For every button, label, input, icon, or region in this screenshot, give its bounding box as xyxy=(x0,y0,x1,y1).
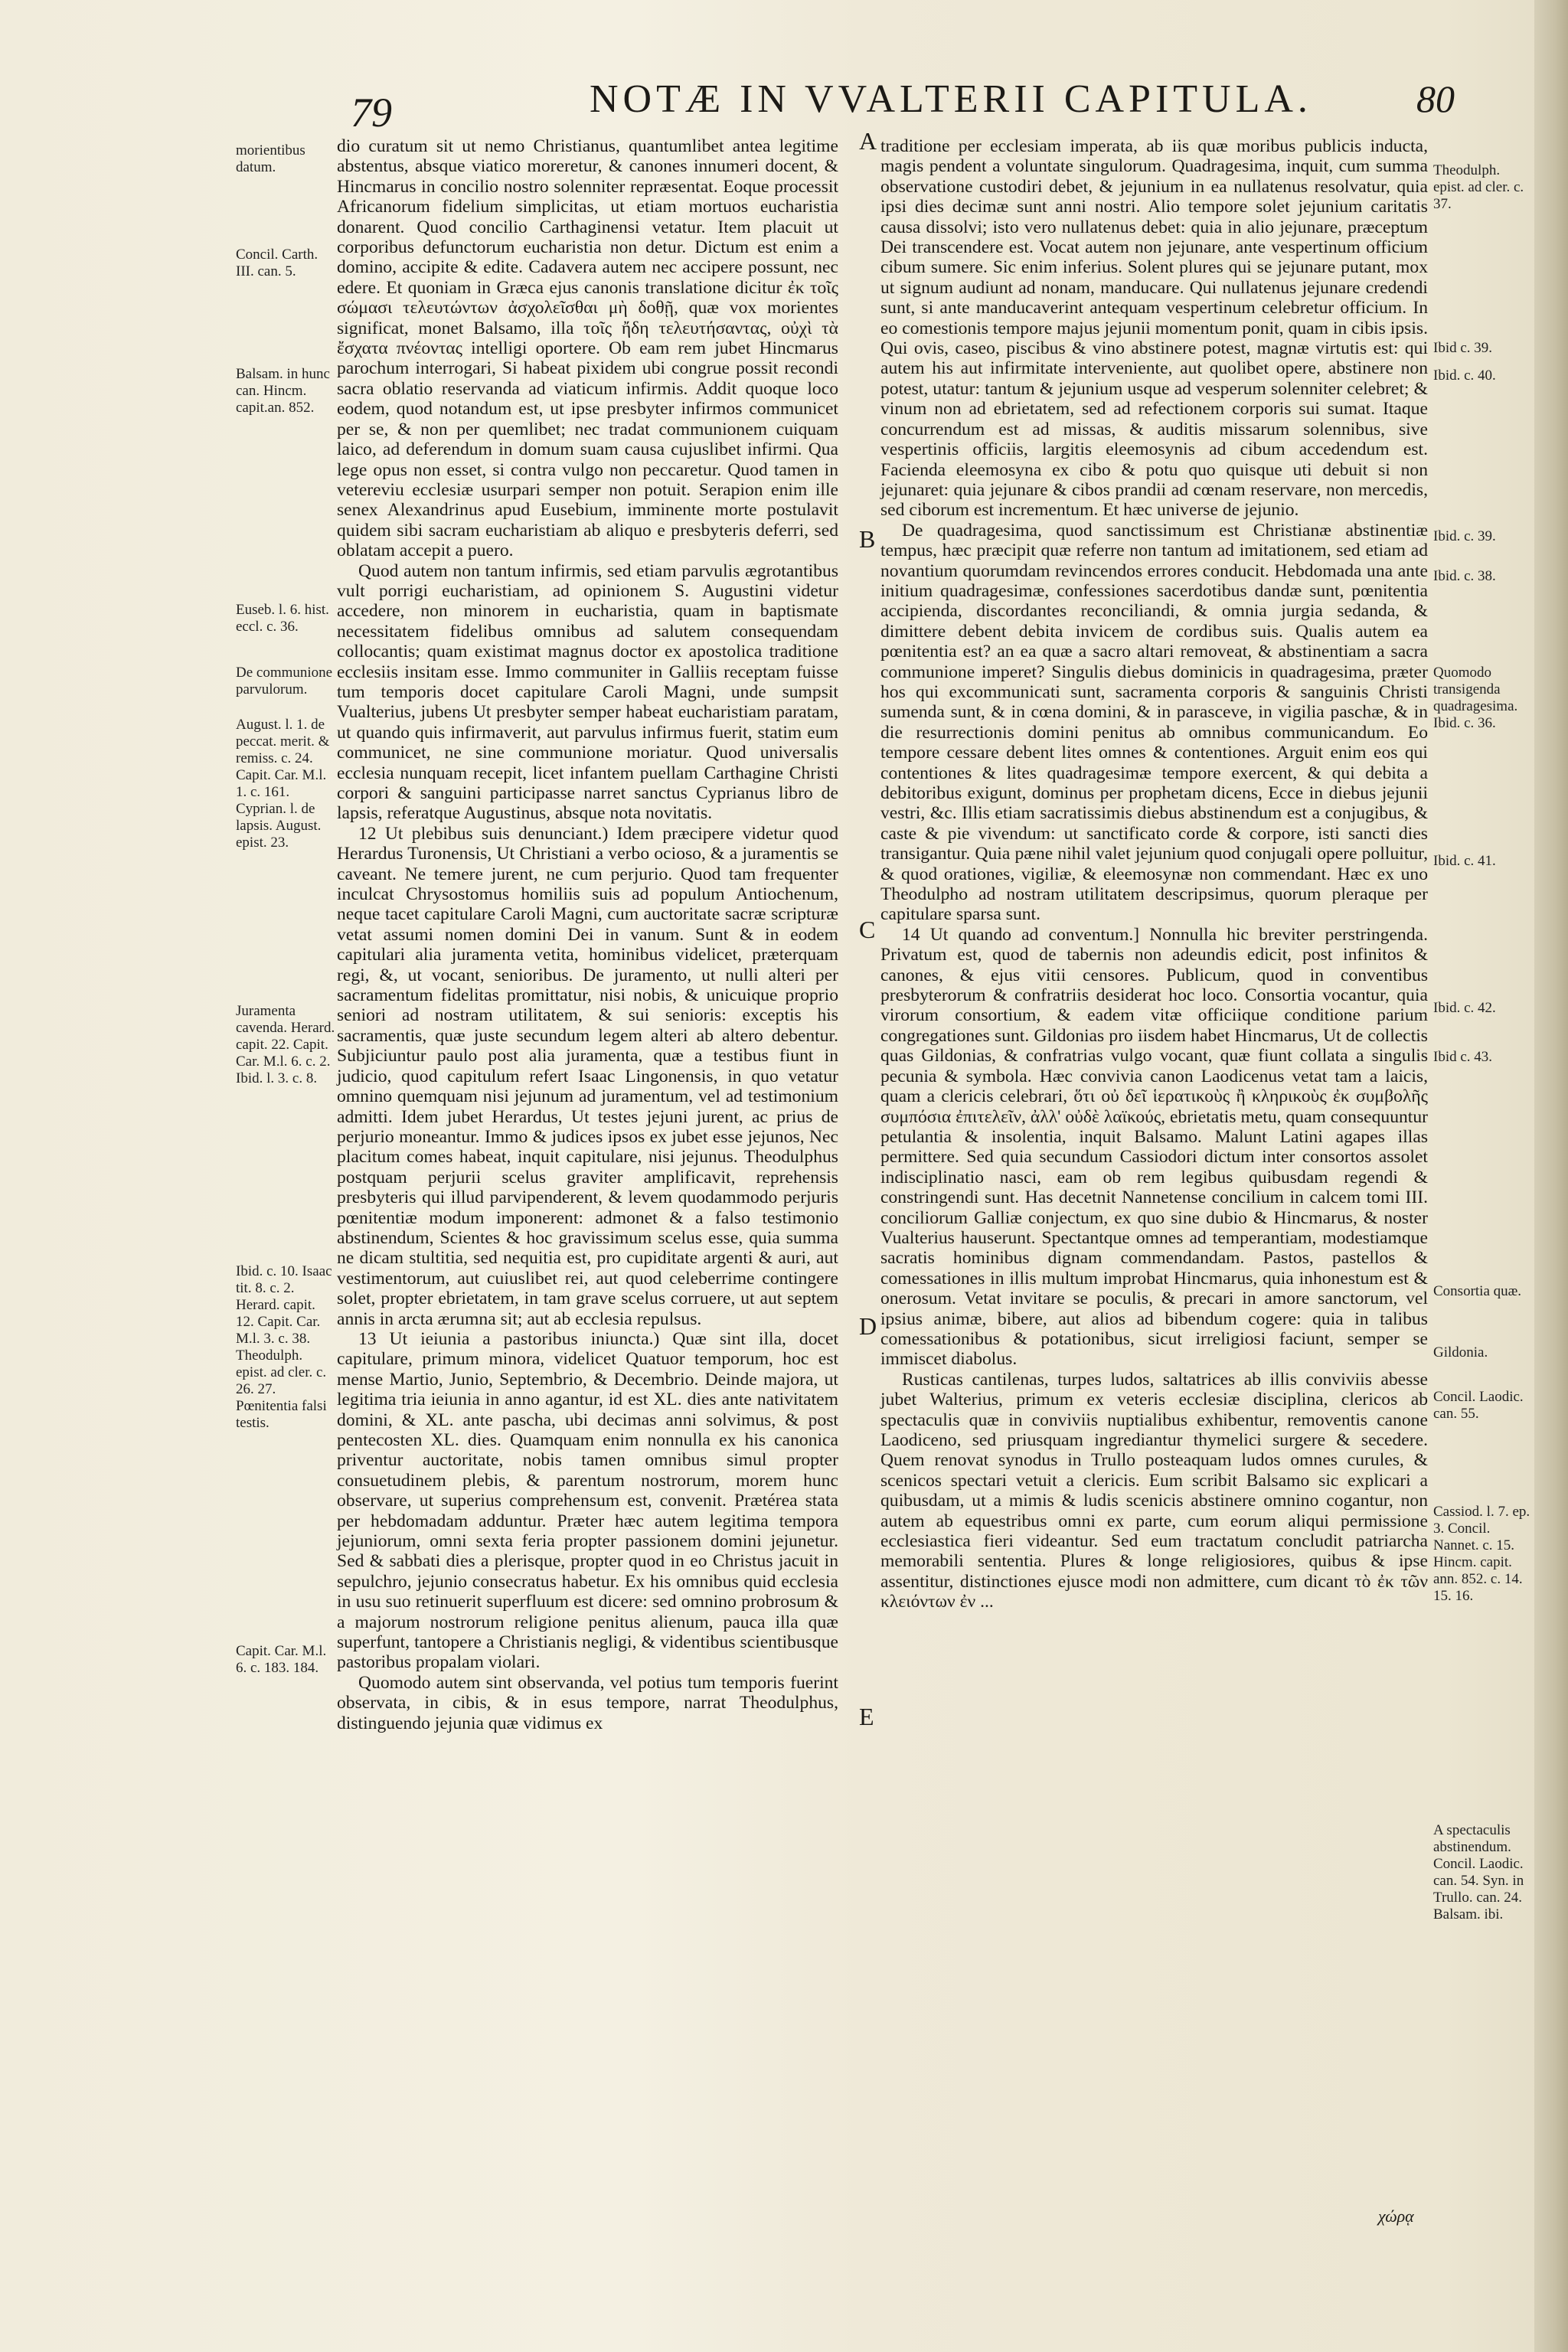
page-header xyxy=(337,66,1455,136)
next-page-edge xyxy=(1534,0,1568,2352)
margin-note-right: Ibid. c. 39. xyxy=(1433,528,1496,544)
margin-note-right: Ibid. c. 40. xyxy=(1433,368,1496,384)
paragraph: 12 Ut plebibus suis denunciant.) Idem præcipere videtur quod Herardus Turonensis, Ut Christiani a verbo ocioso, & a juramentis se caveant. Ne temere jurent, ne cum perjurio. Quod tam frequenter inculcat Chrysostomus homiliis suis ad populum Antiochenum, neque tacet capitulare Caroli Magni, cum auctoritate sacræ scripturæ vetat assumi nomen domini Dei in vanum. Sunt & in eodem capitulari alia juramenta vetita, hominibus videlicet, præterquam regi, &, ut vocant, senioribus. De juramento, ut nulli alteri per sacramentum fidelitas promittatur, nisi nobis, & unicuique proprio seniori ad nostram utilitatem, & sui senioris: exceptis his sacramentis, quæ juste secundum legem alteri ab altero debentur. Subjiciuntur paulo post alia juramenta, quæ a testibus fiunt in judicio, quod capitulum refert Isaac Lingonensis, in quo vetatur omnino quemquam nisi jejunum ad juramentum, vel ad testimonium admitti. Idem jubet Herardus, Ut testes jejuni jurent, ac prius de perjurio moneantur. Immo & judices ipsos ex jubet esse jejunos, Nec placitum comes habeat, inquit capitulare, nisi jejunus. Theodulphus postquam perjurii scelus graviter amplificavit, reprehensis presbyteris qui illud parvipenderent, & levem quodammodo perjuris pœnitentiæ modum imponerent: admonet & a falso testimonio abstinendum, Scientes & hoc gravissimum scelus esse, quia summa ne dicam stultitia, sed nequitia est, pro cupiditate argenti & auri, aut vestimentorum, aut cuiuslibet rei, aut quod celeberrime contingere solet, propter ebrietatem, in tam grave scelus corruere, ut aut septem annis in arcta ærumna sit; aut ab ecclesia repulsus. xyxy=(337,823,838,1329)
page-number-right: 80 xyxy=(1416,77,1455,120)
paragraph: Rusticas cantilenas, turpes ludos, saltatrices ab illis conviviis abesse jubet Walterius, primum ex veteris ecclesiæ disciplina, clericos ab spectaculis quæ in conviviis nuptialibus exhibentur, removentis canone Laodiceno, sed priusquam ingrediantur thymelici surgere & secedere. Quem renovat synodus in Trullo posteaquam ludos omnes curules, & scenicos spectari vetuit a clericis. Eum scribit Balsamo sic explicari a quibusdam, ut a mimis & ludis scenicis abstinere omnino cogantur, non autem ab equestribus omni ex parte, cum eorum aliqui permissione ecclesiastica fieri videantur. Sed eum tractatum concludit patriarcha memorabili sententia. Plures & longe religiosiores, quibus & ipse assentitur, distinctiones ejusce modi non admittere, cum dicant τὸ ἐκ τῶν κλειόντων ἐν ... xyxy=(880,1369,1428,1612)
margin-note-right: Consortia quæ. xyxy=(1433,1283,1522,1299)
margin-note-right: Ibid. c. 41. xyxy=(1433,853,1496,869)
margin-note-right: Quomodo transigenda quadragesima. Ibid. c. 36. xyxy=(1433,665,1518,731)
section-letter: E xyxy=(859,1703,874,1730)
margin-note-right: Ibid c. 39. xyxy=(1433,340,1493,356)
margin-note-left: Euseb. l. 6. hist. eccl. c. 36. xyxy=(236,602,329,635)
margin-note-left: Balsam. in hunc can. Hincm. capit.an. 852. xyxy=(236,366,330,416)
paragraph: 14 Ut quando ad conventum.] Nonnulla hic breviter perstringenda. Privatum est, quod de tabernis non adeundis edicit, post infinitos & canones, & ejus vitii censores. Publicum, quod in conventibus presbyterorum & confratriis desiderat hoc loco. Consortia vocantur, quia virorum consortium, & eadem vitæ officiique conditione parium congregationes sunt. Gildonias pro iisdem habet Hincmarus, Ut de collectis quas Gildonias, & confratrias vulgo vocant, quæ fiunt collata a singulis pecunia & symbola. Hæc convivia canon Laodicenus vetat tam a laicis, quam a clericis celebrari, ὅτι οὐ δεῖ ἱερατικοὺς ἢ κληρικοὺς ἐκ συμβολῆς συμπόσια ἐπιτελεῖν, ἀλλ' οὐδὲ λαϊκούς, ebrietatis metu, quam consequuntur petulantia & insolentia, inquit Balsamo. Malunt Latini agapes illas permittere. Sed quia secundum Cassiodori dictum inter consortos assolet indisciplinatio nasci, eam ob rem legibus quibusdam regendi & constringendi sunt. Has decetnit Nannetense concilium in calcem tomi III. conciliorum Galliæ conjectum, ex quo sine dubio & Hincmarus, & noster Vualterius hauserunt. Spectantque omnes ad temperantiam, modestiamque sacratis hominibus dignam commendandam. Pastos, pastellos & comessationes in illis multum improbat Hincmarus, quia inhonestum est & onerosum. Vetat invitare se poculis, & precari in amore sanctorum, vel ipsius animæ, bibere, aut alios ad bibendum cogere: quia in talibus comessationibus & potationibus, sicut irreligiosi faciunt, semper se immiscet diabolus. xyxy=(880,924,1428,1370)
text-column-right xyxy=(880,136,1428,1612)
section-letter: C xyxy=(859,916,876,943)
page-number-left: 79 xyxy=(351,90,392,136)
margin-note-left: morientibus datum. xyxy=(236,142,305,175)
paragraph: De quadragesima, quod sanctissimum est Christianæ abstinentiæ tempus, hæc præcipit quæ referre non tantum ad imitationem, sed etiam ad novantium quorumdam revincendos errores conducit. Hebdomada una ante initium quadragesimæ, confessiones sacerdotibus dandæ sunt, pœnitentia accipienda, discordantes reconciliandi, & omnia jurgia sedanda, & dimittere debent debita invicem de cordibus suis. Qualis autem ea pœnitentia est? an ea quæ a sacro altari removeat, & abstinentiam a sacra communione imperet? Singulis diebus dominicis in quadragesima, præter hos qui excommunicati sunt, sacramenta corporis & sanguinis Christi sumenda sunt, & in cœna domini, & in parasceve, in vigilia paschæ, & in die resurrectionis domini penitus ab omnibus communicandum. Eo tempore cessare debent lites omnes & contentiones. Arguit enim eos qui contentiones & lites quadragesimæ tempore exercent, & qui debita a debitoribus exigunt, dominus per prophetam dicens, Ecce in diebus jejunii vestri, &c. Illis etiam sacratissimis diebus abstinendum est a conjugibus, & caste & pie vivendum: ut sanctificato corde & corpore, isti sancti dies transigantur. Quia pæne nihil valet jejunium quod conjugali opere polluitur, & quod orationes, vigiliæ, & eleemosynæ non commendant. Hæc ex uno Theodulpho ad nostram utilitatem descripsimus, quorum pleraque per capitulare sparsa sunt. xyxy=(880,520,1428,925)
margin-note-right: Theodulph. epist. ad cler. c. 37. xyxy=(1433,162,1524,212)
margin-note-right: Gildonia. xyxy=(1433,1344,1488,1361)
margin-note-left: Concil. Carth. III. can. 5. xyxy=(236,247,318,279)
text-column-left xyxy=(337,136,838,1733)
margin-note-right: Concil. Laodic. can. 55. xyxy=(1433,1389,1524,1422)
running-title: NOTÆ IN VVALTERII CAPITULA. xyxy=(590,77,1312,121)
paragraph: dio curatum sit ut nemo Christianus, quantumlibet antea legitime abstentus, absque viatico moreretur, & canones innumeri docent, & Hincmarus in concilio nostro solenniter repræsentat. Eoque processit Africanorum fidelium simplicitas, ut etiam mortuos eucharistia donarent. Quod concilio Carthaginensi vetatur. Item placuit ut corporibus defunctorum eucharistia non detur. Dictum est enim a domino, accipite & edite. Cadavera autem nec accipere possunt, nec edere. Et quoniam in Græca ejus canonis translatione dicitur ἐκ τοῖς σώμασι τελευτώντων ἀσχολεῖσθαι μὴ δοθῇ, quæ vox morientes significat, monet Balsamo, illa τοῖς ἤδη τελευτήσαντας, οὐχὶ τὰ ἔσχατα πνέοντας intelligi oportere. Ob eam rem jubet Hincmarus parochum interrogari, Si habeat pixidem ubi congrue possit recondi sacra oblatio reservanda ad viaticum infirmis. Addit quoque loco eodem, quod notandum est, ut ipse presbyter infirmos communicet per se, & non per quemlibet; nec tradat communionem cuiquam laico, ad deferendum in domum suam causa cujuslibet infirmi. Qua lege opus non esset, si contra vulgo non peccaretur. Quod tamen in vetereviu ecclesiæ usurpari semper non potuit. Serapion enim ille senex Alexandrinus apud Eusebium, imminente morte postulavit quidem sibi sacram eucharistiam ab aliquo e presbyteris deferri, sed oblatam accepit a puero. xyxy=(337,136,838,561)
margin-note-right: Ibid. c. 42. xyxy=(1433,1000,1496,1016)
margin-note-right: Ibid. c. 38. xyxy=(1433,568,1496,584)
margin-note-left: Ibid. c. 10. Isaac tit. 8. c. 2. Herard. capit. 12. Capit. Car. M.l. 3. c. 38. Theodulph. epist. ad cler. c. 26. 27. Pœnitentia falsi testis. xyxy=(236,1263,332,1431)
margin-note-right: A spectaculis abstinendum. Concil. Laodic. can. 54. Syn. in Trullo. can. 24. Balsam. ibi. xyxy=(1433,1822,1524,1922)
section-letter: D xyxy=(859,1312,877,1340)
section-letter: A xyxy=(859,127,877,155)
paragraph: traditione per ecclesiam imperata, ab iis quæ moribus publicis inducta, magis pendent a voluntate singulorum. Quadragesima, inquit, cum summa observatione custodiri debet, & jejunium in ea nullatenus resolvatur, quia ipsi dies decimæ sunt anni nostri. Alio tempore solet jejunium caritatis causa dissolvi; isto vero nullatenus debet: quia in alio jejunare, præceptum Dei transcendere est. Vocat autem non jejunare, ante vespertinum officium cibum sumere. Sic enim inferius. Solent plures qui se jejunare putant, mox ut signum audiunt ad nonam, manducare. Qui nullatenus jejunare credendi sunt, si ante manducaverint antequam vespertinum celebretur officium. In eo comestionis tempore majus jejunii momentum ponit, quam in cibis ipsis. Qui ovis, caseo, piscibus & vino abstinere potest, magnæ virtutis est: qui autem his aut infirmitate interveniente, aut quolibet opere, abstinere non potest, utatur: tantum & jejunium usque ad vesperum solenniter celebret; & vinum non ad ebrietatem, sed ad refectionem corporis sui sumat. Itaque concurrendum est ad missas, & auditis missarum solennibus, sive vespertinis officiis, largitis eleemosynis ad cibum accedendum est. Facienda eleemosyna ex cibo & potu quo quisque uti debuit si non jejunaret: quia jejunare & cibos prandii ad cœnam reservare, non mercedis, sed ciborum est incrementum. Et hæc universe de jejunio. xyxy=(880,136,1428,521)
paragraph: Quomodo autem sint observanda, vel potius tum temporis fuerint observata, in cibis, & in esus tempore, narrat Theodulphus, distinguendo jejunia quæ vidimus ex xyxy=(337,1672,838,1733)
paragraph: Quod autem non tantum infirmis, sed etiam parvulis ægrotantibus vult porrigi eucharistiam, ad opinionem S. Augustini videtur accedere, non minorem in eucharistia, quam in baptismate necessitatem fidelibus omnibus ad salutem consequendam collocantis; quam existimat magnus doctor ex apostolica traditione ecclesiis insitam esse. Immo communiter in Galliis receptam fuisse tum temporis docet capitulare Caroli Magni, unde sumpsit Vualterius, jubens Ut presbyter semper habeat eucharistiam paratam, ut quando quis infirmaverit, aut parvulus infirmus fuerit, statim eum communicet, ne sine communione moriatur. Quod universalis ecclesia nunquam recepit, licet infantem puellam Carthagine Christi corpori & sanguini participasse narret sanctus Cyprianus libro de lapsis, referatque Augustinus, absque nota novitatis. xyxy=(337,560,838,824)
catchword: χώρᾳ xyxy=(1378,2207,1414,2226)
margin-note-right: Ibid c. 43. xyxy=(1433,1049,1493,1065)
margin-note-left: Juramenta cavenda. Herard. capit. 22. Capit. Car. M.l. 6. c. 2. Ibid. l. 3. c. 8. xyxy=(236,1003,335,1086)
margin-note-left: De communione parvulorum. xyxy=(236,665,333,697)
paragraph: 13 Ut ieiunia a pastoribus iniuncta.) Quæ sint illa, docet capitulare, primum minora, videlicet Quatuor temporum, hoc est mense Martio, Junio, Septembrio, & Decembrio. Deinde majora, ut legitima tria ieiunia in anno agantur, id est XL. dies ante nativitatem domini, & XL. ante pascha, ubi decimas anni solvimus, & post pentecosten XL. dies. Quamquam enim nonnulla ex his canonica priventur auctoritate, nobis tamen omnibus simul propter consuetudinem plebis, & parentum nostrorum, morem hunc observare, ut superius comprehensum est, convenit. Prætérea stata per hebdomadam adduntur. Præter hæc autem legitima tempora jejuniorum, omni sexta feria propter passionem domini jejunetur. Sed & sabbati dies a plerisque, propter quod in eo Christus jacuit in sepulchro, jejunio consecratus habetur. Ex his omnibus quid ecclesia in usu suo retinuerit superfluum est dicere: sed omnino probrosum & a majorum nostrorum religione penitus alienum, pauca illa quæ superfunt, tantopere a Christianis negligi, & videntibus scientibusque pastoribus propalam violari. xyxy=(337,1328,838,1673)
section-letter: B xyxy=(859,525,876,553)
margin-note-left: August. l. 1. de peccat. merit. & remiss. c. 24. Capit. Car. M.l. 1. c. 161. Cyprian. l. de lapsis. August. epist. 23. xyxy=(236,717,330,851)
margin-note-right: Cassiod. l. 7. ep. 3. Concil. Nannet. c. 15. Hincm. capit. ann. 852. c. 14. 15. 16. xyxy=(1433,1504,1530,1604)
margin-note-left: Capit. Car. M.l. 6. c. 183. 184. xyxy=(236,1643,327,1676)
